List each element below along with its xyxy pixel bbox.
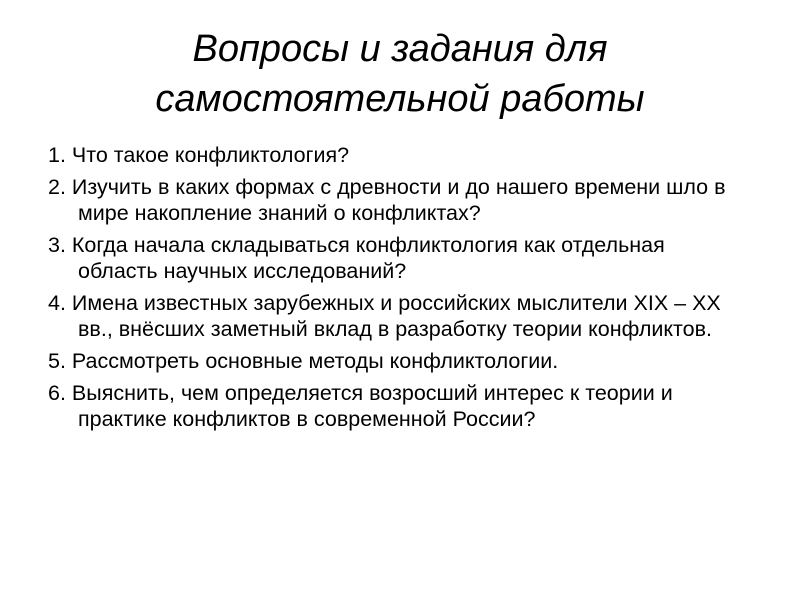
question-item-5: 5. Рассмотреть основные методы конфликтологии. [48,349,559,373]
question-item-2: 2. Изучить в каких формах с древности и до нашего времени шло в мире накопление знаний о конфликтах? [48,175,726,225]
question-list [48,142,748,438]
slide-title-line-2: самостоятельной работы [155,78,645,120]
slide-title-line-1: Вопросы и задания для [192,28,608,70]
question-item-1: 1. Что такое конфликтология? [48,143,350,167]
question-item-3: 3. Когда начала складываться конфликтология как отдельная область научных исследований? [48,233,665,283]
slide-title [40,24,760,124]
question-item-4: 4. Имена известных зарубежных и российских мыслители XIX – XX вв., внёсших заметный вклад в разработку теории конфликтов. [48,291,721,341]
question-item-6: 6. Выяснить, чем определяется возросший интерес к теории и практике конфликтов в современной России? [48,381,673,431]
